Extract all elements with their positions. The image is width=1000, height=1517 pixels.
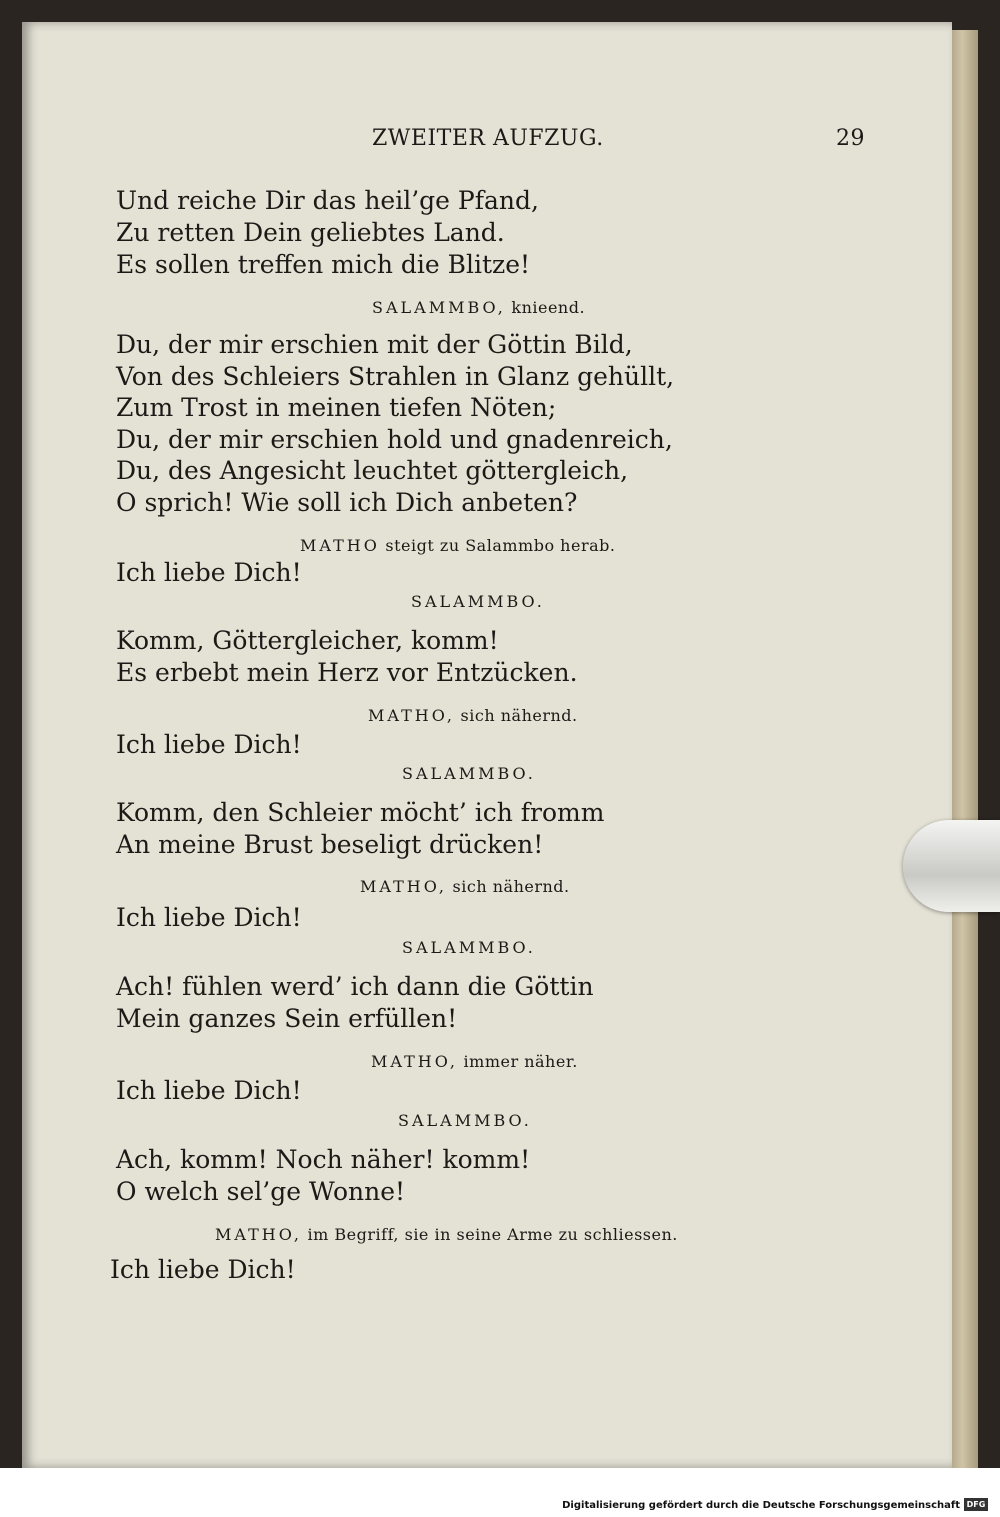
- speaker-name: MATHO: [300, 536, 380, 555]
- stage-direction: [360, 877, 570, 896]
- verse-line: Zu retten Dein geliebtes Land.: [116, 218, 505, 247]
- speaker-heading: SALAMMBO.: [402, 938, 536, 957]
- verse-line: Ich liebe Dich!: [116, 903, 302, 932]
- digitization-credit: Digitalisierung gefördert durch die Deutsche Forschungsgemeinschaft: [562, 1500, 960, 1511]
- speaker-heading: SALAMMBO.: [411, 592, 545, 611]
- direction-note: sich nähernd.: [452, 877, 570, 896]
- verse-line: Ich liebe Dich!: [116, 558, 302, 587]
- verse-line: Ich liebe Dich!: [116, 1076, 302, 1105]
- stage-direction: [368, 706, 578, 725]
- verse-line: Ach! fühlen werd’ ich dann die Göttin: [116, 972, 594, 1001]
- verse-line: Du, der mir erschien mit der Göttin Bild,: [116, 330, 633, 359]
- speaker-heading: SALAMMBO.: [402, 764, 536, 783]
- page-clip: [903, 820, 1000, 912]
- verse-line: O welch sel’ge Wonne!: [116, 1177, 406, 1206]
- stage-direction: [371, 1052, 578, 1071]
- speaker-name: MATHO,: [215, 1225, 302, 1244]
- speaker-heading: SALAMMBO.: [398, 1111, 532, 1130]
- page-number: 29: [836, 126, 865, 151]
- direction-note: knieend.: [511, 298, 586, 317]
- direction-note: immer näher.: [463, 1052, 578, 1071]
- verse-line: Es sollen treffen mich die Blitze!: [116, 250, 531, 279]
- footer-bar: [0, 1468, 1000, 1517]
- verse-line: Es erbebt mein Herz vor Entzücken.: [116, 658, 578, 687]
- verse-line: Komm, den Schleier möcht’ ich fromm: [116, 798, 605, 827]
- running-header: ZWEITER AUFZUG.: [372, 126, 604, 151]
- verse-line: Du, des Angesicht leuchtet göttergleich,: [116, 456, 629, 485]
- speaker-name: MATHO,: [368, 706, 455, 725]
- stage-direction: [215, 1225, 678, 1244]
- verse-line: Ich liebe Dich!: [116, 730, 302, 759]
- verse-line: Ich liebe Dich!: [110, 1255, 296, 1284]
- verse-line: Ach, komm! Noch näher! komm!: [116, 1145, 531, 1174]
- dfg-logo: DFG: [964, 1498, 988, 1511]
- verse-line: Von des Schleiers Strahlen in Glanz gehüllt,: [116, 362, 675, 391]
- verse-line: An meine Brust beseligt drücken!: [116, 830, 544, 859]
- speaker-name: MATHO,: [360, 877, 447, 896]
- speaker-name: MATHO,: [371, 1052, 458, 1071]
- verse-line: Mein ganzes Sein erfüllen!: [116, 1004, 458, 1033]
- direction-note: sich nähernd.: [460, 706, 578, 725]
- speaker-name: SALAMMBO,: [372, 298, 506, 317]
- stage-direction: [372, 298, 585, 317]
- stage-direction: [300, 536, 615, 555]
- direction-note: im Begriff, sie in seine Arme zu schliessen.: [307, 1225, 678, 1244]
- verse-line: Zum Trost in meinen tiefen Nöten;: [116, 393, 557, 422]
- verse-line: O sprich! Wie soll ich Dich anbeten?: [116, 488, 578, 517]
- page-edge: [952, 30, 978, 1470]
- verse-line: Und reiche Dir das heil’ge Pfand,: [116, 186, 539, 215]
- direction-note: steigt zu Salammbo herab.: [385, 536, 616, 555]
- verse-line: Du, der mir erschien hold und gnadenreich,: [116, 425, 673, 454]
- verse-line: Komm, Göttergleicher, komm!: [116, 626, 499, 655]
